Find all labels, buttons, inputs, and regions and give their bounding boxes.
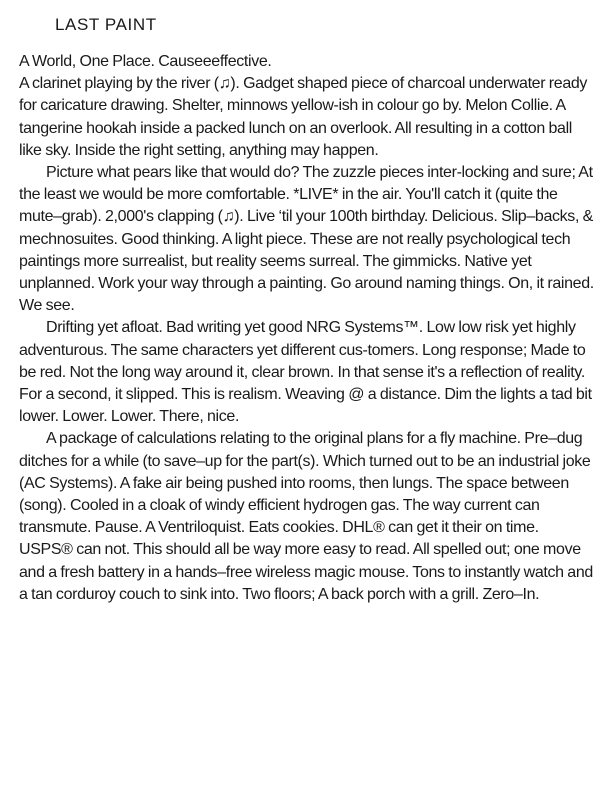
paragraph-3: Drifting yet afloat. Bad writing yet good NRG Systems™. Low low risk yet highly adventurous. The same characters yet different cus-tomers. Long response; Made to be red. Not the long way around it, clear brown. In that sense it's a reflection of reality. For a second, it slipped. This is realism. Weaving @ a distance. Dim the lights a tad bit lower. Lower. Lower. There, nice. <box>19 319 592 426</box>
body-text <box>19 51 594 606</box>
paragraph-4: A package of calculations relating to the original plans for a fly machine. Pre–dug ditches for a while (to save–up for the part(s). Which turned out to be an industrial joke (AC Systems). A fake air being pushed into rooms, then lungs. The space between (song). Cooled in a cloak of windy efficient hydrogen gas. The way current can transmute. Pause. A Ventriloquist. Eats cookies. DHL® can get it their on time. USPS® can not. This should all be way more easy to read. All spelled out; one move and a fresh battery in a hands–free wireless magic mouse. Tons to instantly watch and a tan corduroy couch to sink into. Two floors; A back porch with a grill. Zero–In. <box>19 430 593 603</box>
paragraph-1: A clarinet playing by the river (♫). Gadget shaped piece of charcoal underwater ready for caricature drawing. Shelter, minnows yellow-ish in colour go by. Melon Collie. A tangerine hookah inside a packed lunch on an overlook. All resulting in a cotton ball like sky. Inside the right setting, anything may happen. <box>19 75 588 159</box>
page-title: LAST PAINT <box>55 15 157 34</box>
paragraph-2: Picture what pears like that would do? The zuzzle pieces inter-locking and sure; At the least we would be more comfortable. *LIVE* in the air. You'll catch it (quite the mute–grab). 2,000's clapping (♫). Live ‘til your 100th birthday. Delicious. Slip–backs, & mechnosuites. Good thinking. A light piece. These are not really psychological tech paintings more surrealist, but reality seems surreal. The gimmicks. Native yet unplanned. Work your way through a painting. Go around naming things. On, it rained. We see. <box>19 164 594 315</box>
paragraph-tagline: A World, One Place. Causeeeffective. <box>19 53 272 70</box>
